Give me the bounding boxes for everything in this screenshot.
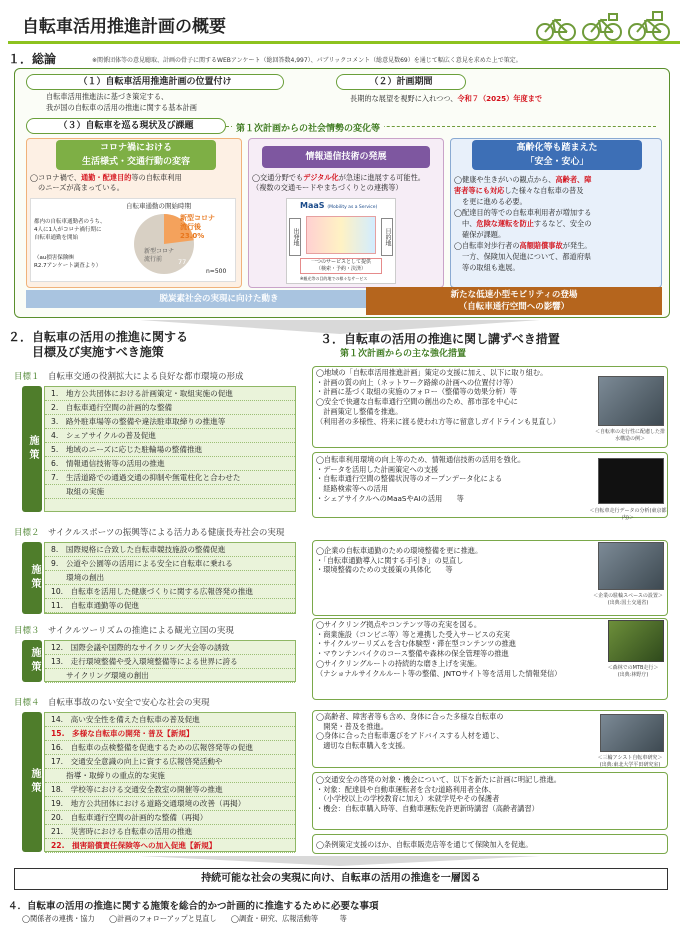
measure-line: ・マウンテンバイクのコース整備や森林の保全管理等の推進 [316, 649, 509, 659]
decarbonization-band: 脱炭素社会の実現に向けた動き [26, 290, 412, 308]
mtb-photo [608, 620, 664, 662]
destination-label: 目的地 [381, 218, 393, 256]
origin-label: 出発地 [289, 218, 301, 256]
measure-line: 経路検索等への活用 [316, 484, 388, 494]
measure-item: 5. 地域のニーズに応じた駐輪場の整備推進 [45, 443, 295, 457]
maas-note: ※観光等の目的地での様々なサービス [300, 276, 368, 281]
measure-line: （ナショナルサイクルルート等の整備、JNTOサイト等を活用した情報発信） [316, 668, 562, 678]
measure-line: ・商業施設（コンビニ等）等と連携した受入サービスの充実 [316, 629, 511, 639]
measure-item: 11. 自転車通勤等の促進 [45, 599, 295, 613]
measure-line: ・計画に基づく取組の実施のフォロー（整備等の効果分析）等 [316, 387, 517, 397]
covid-heading: コロナ禍における 生活様式・交通行動の変容 [56, 140, 216, 170]
measure-line: ・シェアサイクルへのMaaSやAIの活用 等 [316, 493, 464, 503]
position-line1: 自転車活用推進法に基づき策定する、 [46, 92, 169, 101]
mobility-band: 新たな低速小型モビリティの登場 （自転車通行空間への影響） [366, 287, 662, 315]
measure-3-text [316, 546, 596, 575]
bike-parking-photo [598, 542, 664, 590]
measure-line: 適切な自転車購入を支援。 [316, 741, 410, 751]
measure-item: 9. 公道や公園等の活用による安全に自転車に乗れる [45, 557, 295, 571]
measure-item: 7. 生活道路での通過交通の抑制や無電柱化と合わせた [45, 471, 295, 485]
measure-item: 取組の実施 [45, 485, 295, 499]
safety-text: ◯健康や生きがいの観点から、高齢者、障 害者等にも対応した様々な自転車の普及 を更に進める必要。 ◯配達目的等での自転車利用者が増加する 中、危険な運転を防止するなど、安全の 確保が課題。 ◯自転車対歩行者の高額賠償事故が発生。 一方、保険加入促進について、都道府県 等の取組も進展。 [454, 175, 592, 272]
covid-side-text: 都内の自転車通勤者のうち、 4人に1人がコロナ禍行期に 自転車通勤を開始 [34, 219, 106, 241]
measure-line: ・対象：配達員や自動車運転者を含む道路利用者全体、 [316, 784, 496, 794]
covid-source: （au損害保険㈱ R2.7アンケート調査より） [34, 255, 102, 269]
pie-value-before: 77.0% [178, 258, 199, 266]
measure-line: ・環境整備のための支援策の具体化 等 [316, 565, 453, 575]
section4-heading: ４．自転車の活用の推進に関する施策を総合的かつ計画的に推進するために必要な事項 [8, 901, 379, 912]
data-analysis-map [598, 458, 664, 504]
measure-line: ◯交通安全の啓発の対象・機会について、以下を新たに計画に明記し推進。 [316, 775, 561, 784]
measure-item: 1. 地方公共団体における計画策定・取組実施の促進 [45, 387, 295, 401]
pie-label-after: 新型コロナ 流行後 23.0% [180, 214, 215, 240]
measure-item: 15. 多様な自転車の開発・普及【新規】 [45, 727, 295, 741]
measure-line: ・自転車通行空間の整備状況等のオープンデータ化による [316, 474, 503, 484]
measure-item: 環境の創出 [45, 571, 295, 585]
measure-item: 4. シェアサイクルの普及促進 [45, 429, 295, 443]
page-title: 自転車活用推進計画の概要 [22, 17, 226, 37]
measure-line: ・データを活用した計画策定への支援 [316, 464, 439, 474]
measure-6-text [316, 775, 666, 814]
pie-sample-size: n=500 [206, 268, 227, 275]
goal3-list [44, 640, 296, 682]
ict-heading: 情報通信技術の発展 [262, 146, 430, 168]
measure-item: 12. 国際会議や国際的なサイクリング大会等の誘致 [45, 641, 295, 655]
measure-line: ・計画の質の向上（ネットワーク路線の計画への位置付け等） [316, 377, 518, 387]
measure-line: （利用者の多様性、将来に渡る使われ方等に留意しガイドラインも見直し） [316, 416, 560, 426]
measure-line: ◯高齢者、障害者等も含め、身体に合った多様な自転車の [316, 712, 504, 721]
data-analysis-caption: ＜自転車走行データの分析(東京都内)＞ [589, 508, 667, 521]
bicycle-icons [535, 8, 675, 42]
section2-heading: ２．自転車の活用の推進に関する 目標及び実施すべき施策 [8, 330, 189, 359]
goal4-list [44, 712, 296, 852]
measure-item: 14. 高い安全性を備えた自転車の普及促進 [45, 713, 295, 727]
goal2: 目標２ サイクルスポーツの振興等による活力ある健康長寿社会の実現 [14, 528, 285, 538]
measure-item: 16. 自転車の点検整備を促進するための広報啓発等の促進 [45, 741, 295, 755]
current-status-label: （３）自転車を巡る現状及び課題 [26, 118, 226, 134]
measure-item: 18. 学校等における交通安全教室の開催等の推進 [45, 783, 295, 797]
safety-heading: 高齢化等も踏まえた 「安全・安心」 [472, 140, 642, 170]
pie-label-before: 新型コロナ 流行前 [144, 248, 175, 263]
position-line2: 我が国の自転車の活用の推進に関する基本計画 [46, 103, 197, 112]
goal3-items [45, 641, 295, 683]
section3-subheading: 第１次計画からの主な強化措置 [340, 349, 467, 359]
measure-item: 21. 災害時における自転車の活用の推進 [45, 825, 295, 839]
goal4-items [45, 713, 295, 853]
drainage-caption: ＜自転車の走行性に配慮した排水構造の例＞ [594, 429, 665, 442]
measure-item: 19. 地方公共団体における道路交通環境の改善（再掲） [45, 797, 295, 811]
change-heading: 第１次計画からの社会情勢の変化等 [232, 121, 384, 134]
goal2-items [45, 543, 295, 613]
measure-line: ◯地域の「自転車活用推進計画」策定の支援に加え、以下に取り組む。 [316, 368, 548, 377]
period-label: （２）計画期間 [336, 74, 466, 90]
measure-line: ◯身体に合った自転車選びをアドバイスする人材を通じ、 [316, 731, 504, 741]
section1-note: ※関係団体等の意見聴取、計画の骨子に関するWEBアンケート（総回答数4,997）、パブリックコメント（総意見数69）を通じて幅広く意見を求めた上で策定。 [92, 57, 522, 64]
ict-text: ◯交通分野でもデジタル化が急速に進展する可能性。 （複数の交通モードやまちづくりとの連携等） [252, 173, 425, 192]
measure-line: ・「自転車通勤導入に関する手引き」の見直し [316, 555, 464, 565]
goal1-items [45, 387, 295, 499]
tricycle-caption: ＜三輪アシスト自転車研究＞ (出典:東北大学平田研究室) [597, 755, 663, 768]
measure-item: 8. 国際規格に合致した自転車競技施設の整備促進 [45, 543, 295, 557]
maas-label: MaaS (Mobility as a Service) [300, 201, 378, 210]
measure-item: 10. 自転車を活用した健康づくりに関する広報啓発の推進 [45, 585, 295, 599]
measure-item: 6. 情報通信技術等の活用の推進 [45, 457, 295, 471]
measure-item: 20. 自転車通行空間の計画的な整備（再掲） [45, 811, 295, 825]
mobility-icons [306, 216, 376, 254]
measure-line: ◯安全で快適な自転車通行空間の創出のため、都市部を中心に [316, 397, 518, 407]
goal2-measures-tag: 施策 [22, 542, 42, 614]
measure-item: 22. 損害賠償責任保険等への加入促進【新規】 [45, 839, 295, 853]
maas-service-text: 一つのサービスとして提供 （検索・予約・決済） [300, 258, 382, 274]
measure-line: ◯企業の自転車通勤のための環境整備を更に推進。 [316, 546, 483, 555]
position-label: （１）自転車活用推進計画の位置付け [26, 74, 284, 90]
measure-5-text [316, 712, 596, 751]
goal4-measures-tag: 施策 [22, 712, 42, 852]
period-text: 長期的な展望を視野に入れつつ、令和７（2025）年度まで [350, 94, 543, 103]
arrow-down-bottom [140, 856, 540, 866]
covid-text: ◯コロナ禍で、通勤・配達目的等の自転車利用 のニーズが高まっている。 [30, 173, 182, 192]
measure-line: 計画策定し整備を推進。 [316, 406, 403, 416]
bottom-banner: 持続可能な社会の実現に向け、自転車の活用の推進を一層図る [14, 868, 668, 890]
measure-7-text: ◯条例策定支援のほか、自転車販売店等を通じて保険加入を促進。 [316, 840, 533, 849]
measure-line: ◯自転車利用環境の向上等のため、情報通信技術の活用を強化。 [316, 455, 526, 464]
tricycle-photo [600, 714, 664, 752]
goal3-measures-tag: 施策 [22, 640, 42, 682]
mtb-caption: ＜森林でのMTB走行＞ (出典:林野庁) [607, 665, 659, 678]
goal1-list [44, 386, 296, 512]
measure-item: 3. 路外駐車場等の整備や違法駐車取締りの推進等 [45, 415, 295, 429]
section4-items: ◯関係者の連携・協力 ◯計画のフォローアップと見直し ◯調査・研究、広報活動等 等 [22, 914, 347, 923]
covid-chart-title: 自転車通勤の開始時期 [126, 202, 191, 210]
measure-item: 2. 自転車通行空間の計画的な整備 [45, 401, 295, 415]
measure-1-text [316, 368, 596, 426]
measure-line: ◯サイクリングルートの持続的な磨き上げを実施。 [316, 658, 482, 668]
drainage-photo [598, 376, 664, 426]
measure-line: （小学校以上の学校教育に加え）未就学児やその保護者 [316, 794, 500, 804]
measure-2-text [316, 455, 596, 504]
measure-item: サイクリング環境の創出 [45, 669, 295, 683]
measure-4-text [316, 620, 606, 678]
measure-line: ・サイクルツーリズムを含む体験型・滞在型コンテンツの推進 [316, 639, 516, 649]
bike-parking-caption: ＜企業の駐輪スペースの設置＞ (出典:国土交通省) [593, 593, 663, 606]
measure-item: 13. 走行環境整備や受入環境整備等による世界に誇る [45, 655, 295, 669]
measure-line: ・機会：自転車購入時等、自動車運転免許更新時講習（高齢者講習） [316, 804, 539, 814]
goal1: 目標１ 自転車交通の役割拡大による良好な都市環境の形成 [14, 372, 244, 382]
goal4: 目標４ 自転車事故のない安全で安心な社会の実現 [14, 698, 210, 708]
measure-line: 開発・普及を推進。 [316, 721, 388, 731]
goal2-list [44, 542, 296, 614]
section1-heading: １．総論 [8, 52, 57, 66]
measure-item: 指導・取締りの重点的な実施 [45, 769, 295, 783]
goal1-measures-tag: 施策 [22, 386, 42, 512]
measure-item: 17. 交通安全意識の向上に資する広報啓発活動や [45, 755, 295, 769]
goal3: 目標３ サイクルツーリズムの推進による観光立国の実現 [14, 626, 234, 636]
measure-line: ◯サイクリング拠点やコンテンツ等の充実を図る。 [316, 620, 482, 629]
section3-heading: ３．自転車の活用の推進に関し講ずべき措置 [320, 332, 560, 346]
